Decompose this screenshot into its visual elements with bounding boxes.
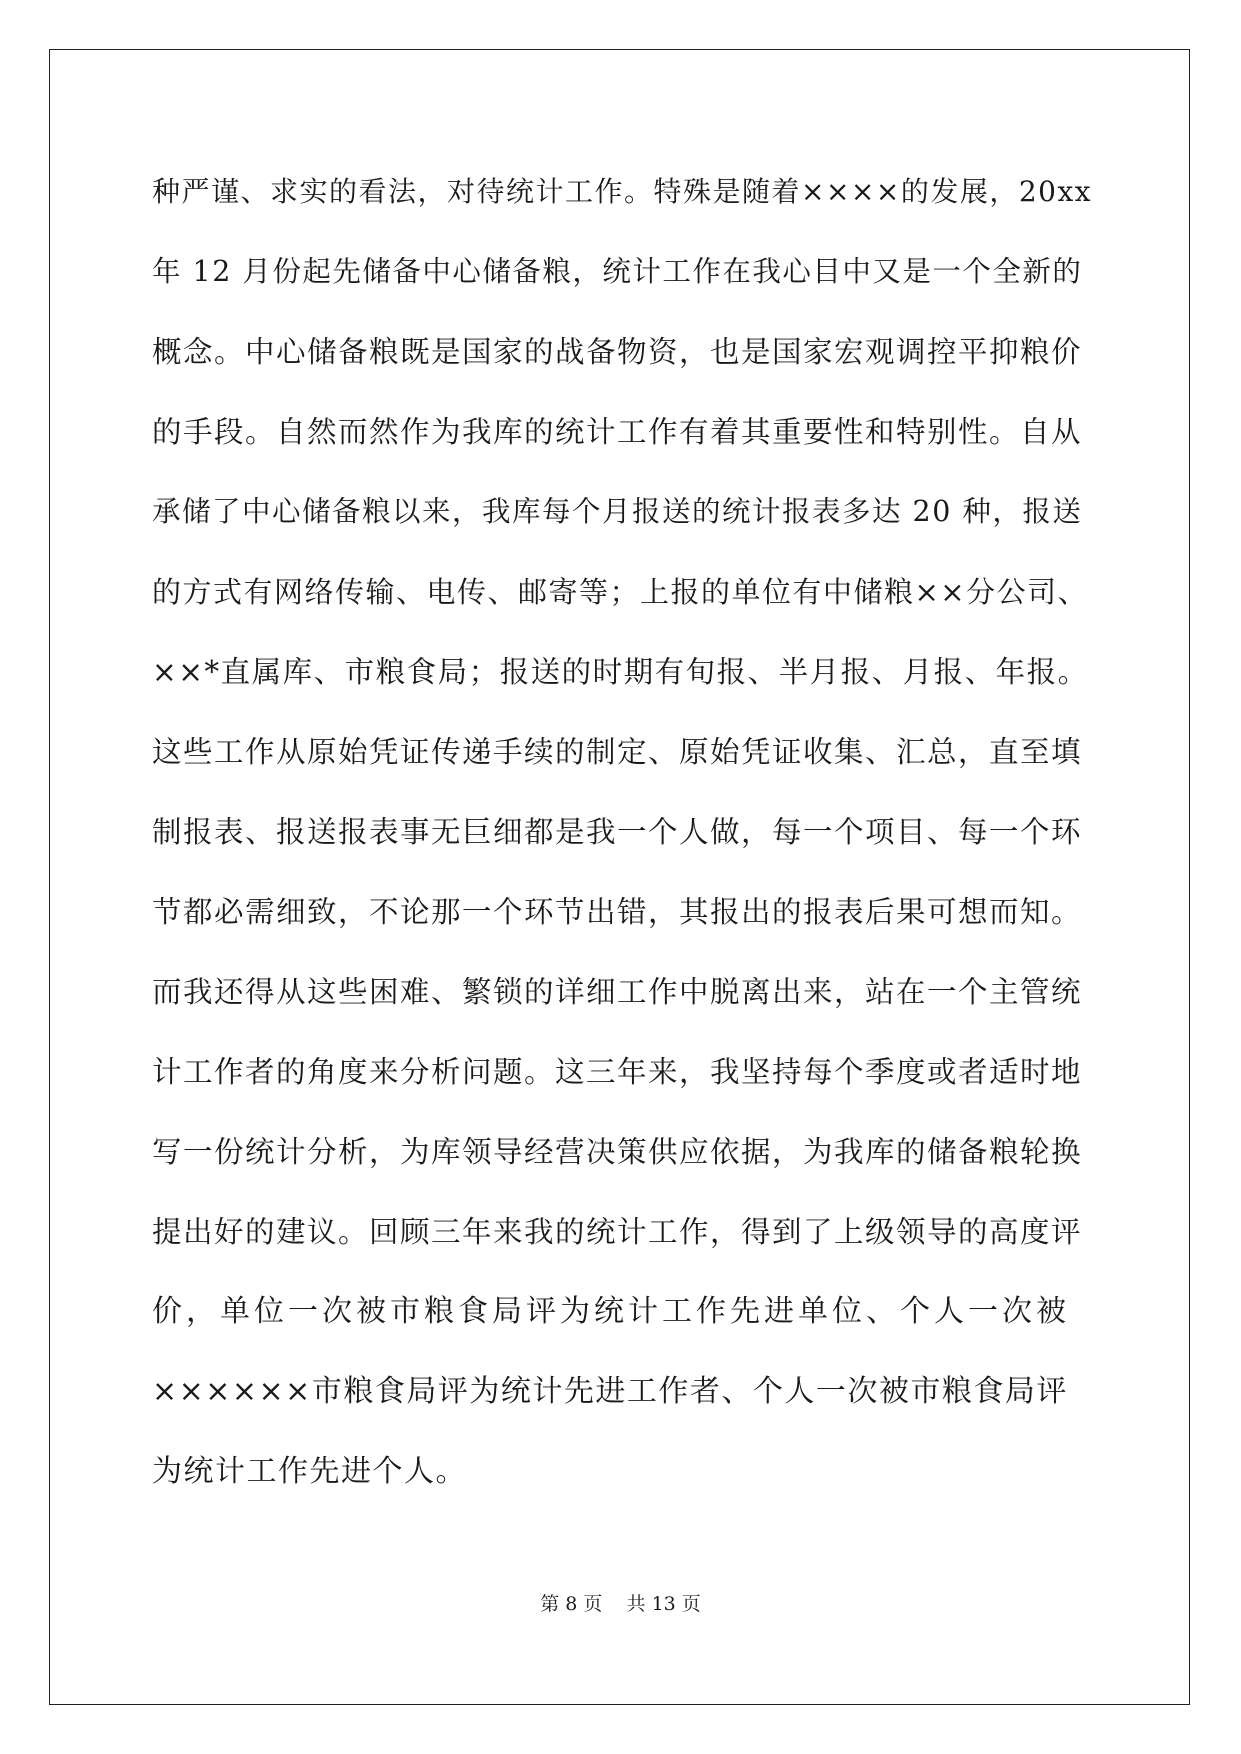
text-line-13: 写一份统计分析，为库领导经营决策供应依据，为我库的储备粮轮换 [152,1135,1083,1169]
text-line-10: 节都必需细致，不论那一个环节出错，其报出的报表后果可想而知。 [152,895,1083,929]
text-line-15: 价，单位一次被市粮食局评为统计工作先进单位、个人一次被 [152,1294,1070,1329]
text-line-12: 计工作者的角度来分析问题。这三年来，我坚持每个季度或者适时地 [152,1055,1083,1089]
text-line-4: 的手段。自然而然作为我库的统计工作有着其重要性和特别性。自从 [152,415,1083,449]
text-line-11: 而我还得从这些困难、繁锁的详细工作中脱离出来，站在一个主管统 [152,975,1083,1009]
text-line-17: 为统计工作先进个人。 [152,1454,467,1489]
text-line-5: 承储了中心储备粮以来，我库每个月报送的统计报表多达 20 种，报送 [152,495,1083,528]
text-line-16: ××××××市粮食局评为统计先进工作者、个人一次被市粮食局评 [152,1374,1068,1409]
text-line-7: ××*直属库、市粮食局；报送的时期有旬报、半月报、月报、年报。 [152,655,1089,689]
text-line-3: 概念。中心储备粮既是国家的战备物资，也是国家宏观调控平抑粮价 [152,335,1083,369]
text-line-2: 年 12 月份起先储备中心储备粮，统计工作在我心目中又是一个全新的 [152,255,1083,288]
text-line-8: 这些工作从原始凭证传递手续的制定、原始凭证收集、汇总，直至填 [152,735,1083,769]
text-line-1: 种严谨、求实的看法，对待统计工作。特殊是随着××××的发展，20xx [152,175,1093,208]
text-line-14: 提出好的建议。回顾三年来我的统计工作，得到了上级领导的高度评 [152,1215,1083,1249]
text-line-6: 的方式有网络传输、电传、邮寄等；上报的单位有中储粮××分公司、 [152,575,1089,609]
page-number-footer: 第 8 页 共 13 页 [540,1593,701,1615]
text-line-9: 制报表、报送报表事无巨细都是我一个人做，每一个项目、每一个环 [152,815,1083,849]
